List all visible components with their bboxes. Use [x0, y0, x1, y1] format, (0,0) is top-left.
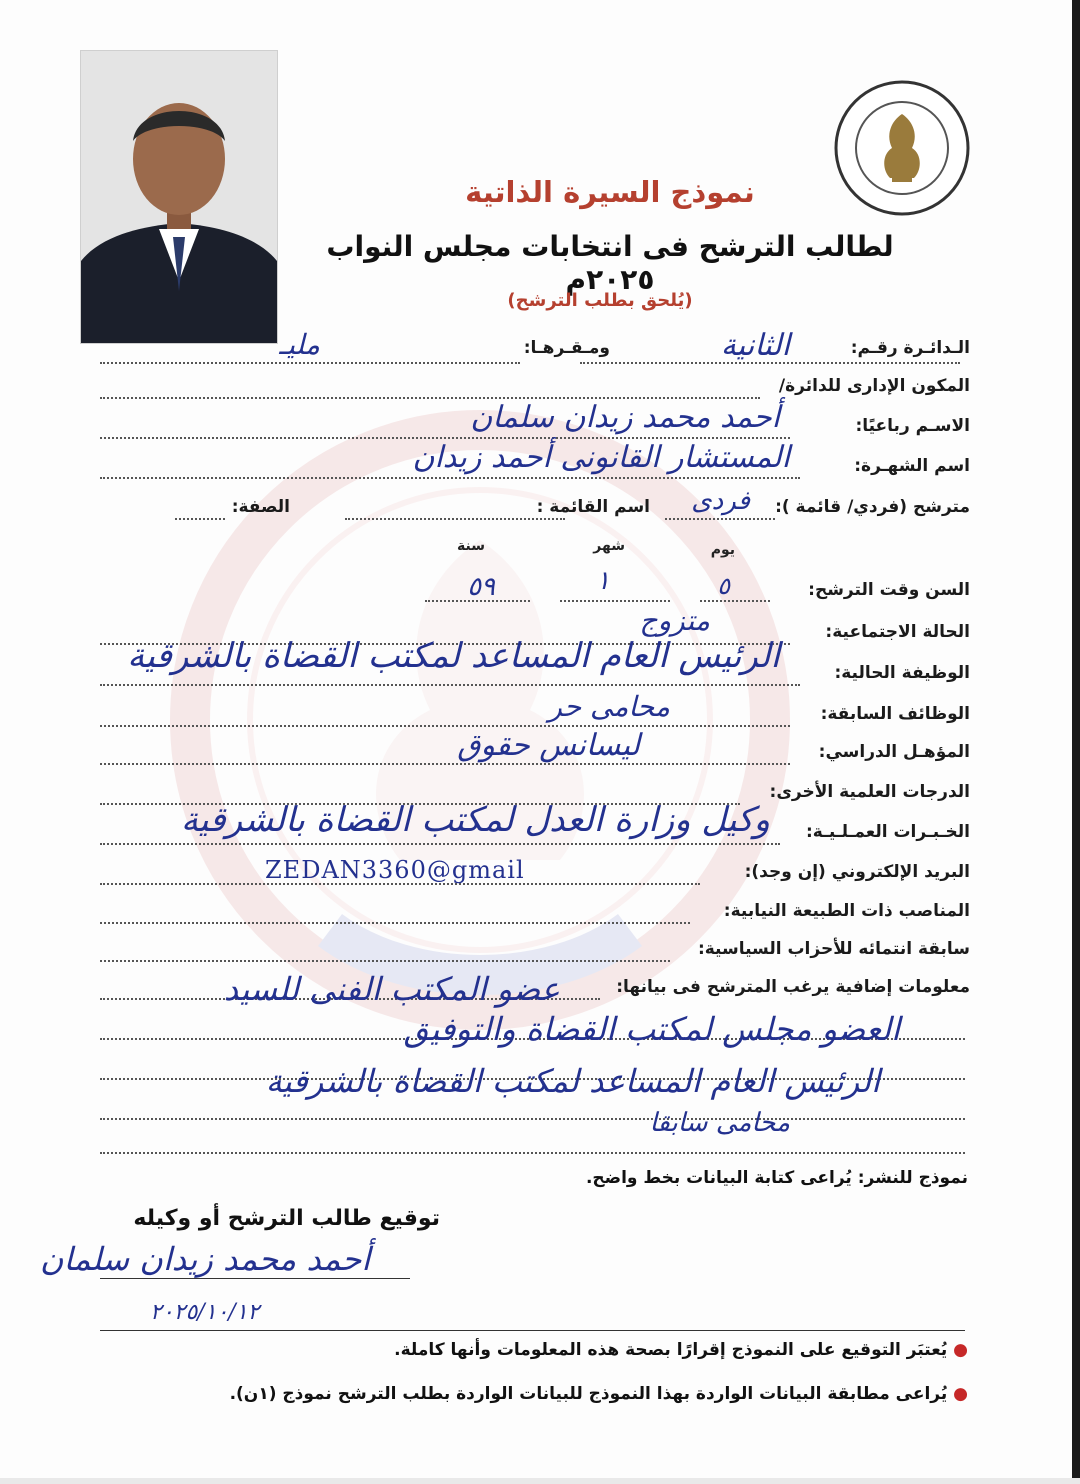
admin-component-field-line[interactable]: [100, 397, 760, 399]
additional-info-field-line-5[interactable]: [100, 1152, 965, 1154]
education-value: ليسانس حقوق: [457, 728, 640, 763]
additional-info-line-2: العضو مجلس لمكتب القضاة والتوفيق: [403, 1010, 900, 1048]
hq-value: مليـ: [279, 328, 320, 361]
additional-info-line-3: الرئيس العام المساعد لمكتب القضاة بالشرقية: [265, 1062, 880, 1100]
additional-info-label: معلومات إضافية يرغب المترشح فى بيانها:: [616, 977, 970, 997]
other-degrees-label: الدرجات العلمية الأخرى:: [769, 782, 970, 802]
age-day-value: ٥: [717, 572, 730, 600]
note-declaration-text: يُعتبَر التوقيع على النموذج إقرارًا بصحة هذه المعلومات وأنها كاملة.: [394, 1340, 948, 1360]
age-month-value: ١: [596, 566, 610, 596]
full-name-value: أحمد محمد زيدان سلمان: [470, 400, 780, 435]
additional-info-line-1: عضو المكتب الفنى للسيد: [223, 970, 560, 1008]
list-name-label: اسم القائمة :: [536, 497, 650, 517]
signature-line[interactable]: [100, 1278, 410, 1279]
marital-status-label: الحالة الاجتماعية:: [825, 622, 970, 642]
national-election-authority-logo: [832, 78, 972, 218]
previous-jobs-field-line[interactable]: [100, 725, 790, 727]
age-year-value: ٥٩: [467, 572, 495, 602]
fame-name-label: اسم الشهـرة:: [854, 456, 970, 476]
email-label: البريد الإلكتروني (إن وجد):: [744, 862, 970, 882]
district-value: الثانية: [720, 328, 790, 363]
previous-jobs-label: الوظائف السابقة:: [820, 704, 970, 724]
candidate-photo: [80, 50, 278, 344]
current-job-field-line[interactable]: [100, 684, 800, 686]
additional-info-field-line-4[interactable]: [100, 1118, 965, 1120]
fame-name-value: المستشار القانونى أحمد زيدان: [412, 440, 790, 475]
note-declaration: [394, 1340, 968, 1360]
signature-value: أحمد محمد زيدان سلمان: [40, 1240, 371, 1278]
education-label: المؤهـل الدراسي:: [818, 742, 970, 762]
experience-label: الخـبـرات العمـلـيـة:: [805, 822, 970, 842]
signature-separator: [100, 1330, 965, 1331]
full-name-label: الاسـم رباعيًا:: [855, 416, 970, 436]
age-month-field-line[interactable]: [560, 600, 670, 602]
district-label: الـدائـرة رقـم:: [850, 338, 970, 358]
candidate-type-label: مترشح (فردي/ قائمة ):: [775, 497, 970, 517]
capacity-field-line[interactable]: [175, 518, 225, 520]
form-subtitle: لطالب الترشح فى انتخابات مجلس النواب ٢٠٢٥م: [326, 230, 894, 296]
age-day-field-line[interactable]: [700, 600, 770, 602]
candidate-type-field-line[interactable]: [665, 518, 775, 520]
form-note: (يُلحق بطلب الترشح): [507, 290, 693, 311]
fame-name-field-line[interactable]: [100, 477, 800, 479]
hq-label: ومـقـرهـا:: [523, 338, 610, 358]
candidate-type-value: فردى: [691, 486, 750, 516]
current-job-label: الوظيفة الحالية:: [834, 663, 970, 683]
email-value: ZEDAN3360@gmail: [265, 856, 525, 884]
experience-value: وكيل وزارة العدل لمكتب القضاة بالشرقية: [180, 800, 770, 840]
form-title: نموذج السيرة الذاتية: [465, 175, 755, 209]
note-match-data: [230, 1384, 968, 1404]
parliamentary-positions-field-line[interactable]: [100, 922, 690, 924]
bullet-icon: ●: [953, 1340, 968, 1360]
experience-field-line[interactable]: [100, 843, 780, 845]
signature-label: توقيع طالب الترشح أو وكيله: [133, 1206, 440, 1231]
year-header: سنة: [457, 538, 485, 554]
parliamentary-positions-label: المناصب ذات الطبيعة النيابية:: [723, 901, 970, 921]
admin-component-label: المكون الإدارى للدائرة/: [778, 376, 970, 396]
education-field-line[interactable]: [100, 763, 790, 765]
publish-note: نموذج للنشر: يُراعى كتابة البيانات بخط واضح.: [585, 1168, 968, 1188]
scan-bottom-edge: [0, 1478, 1080, 1484]
previous-jobs-value: محامى حر: [548, 690, 670, 723]
day-header: يوم: [710, 542, 735, 558]
additional-info-line-4: محامى سابقا: [649, 1108, 790, 1138]
note-match-data-text: يُراعى مطابقة البيانات الواردة بهذا النموذج للبيانات الواردة بطلب الترشح نموذج (١ن).: [229, 1384, 948, 1404]
list-name-field-line[interactable]: [345, 518, 565, 520]
capacity-label: الصفة:: [231, 497, 290, 517]
party-affiliation-label: سابقة انتمائه للأحزاب السياسية:: [697, 939, 970, 959]
party-affiliation-field-line[interactable]: [100, 960, 670, 962]
bullet-icon: ●: [953, 1384, 968, 1404]
marital-status-value: متزوج: [639, 604, 710, 637]
scan-edge: [1072, 0, 1080, 1484]
age-label: السن وقت الترشح:: [808, 580, 970, 600]
hq-field-line[interactable]: [100, 362, 520, 364]
signature-date: ٢٠٢٥/١٠/١٢: [150, 1300, 260, 1325]
month-header: شهر: [593, 538, 625, 554]
candidate-portrait-icon: [81, 51, 277, 343]
current-job-value: الرئيس العام المساعد لمكتب القضاة بالشرقية: [127, 636, 780, 676]
full-name-field-line[interactable]: [100, 437, 790, 439]
